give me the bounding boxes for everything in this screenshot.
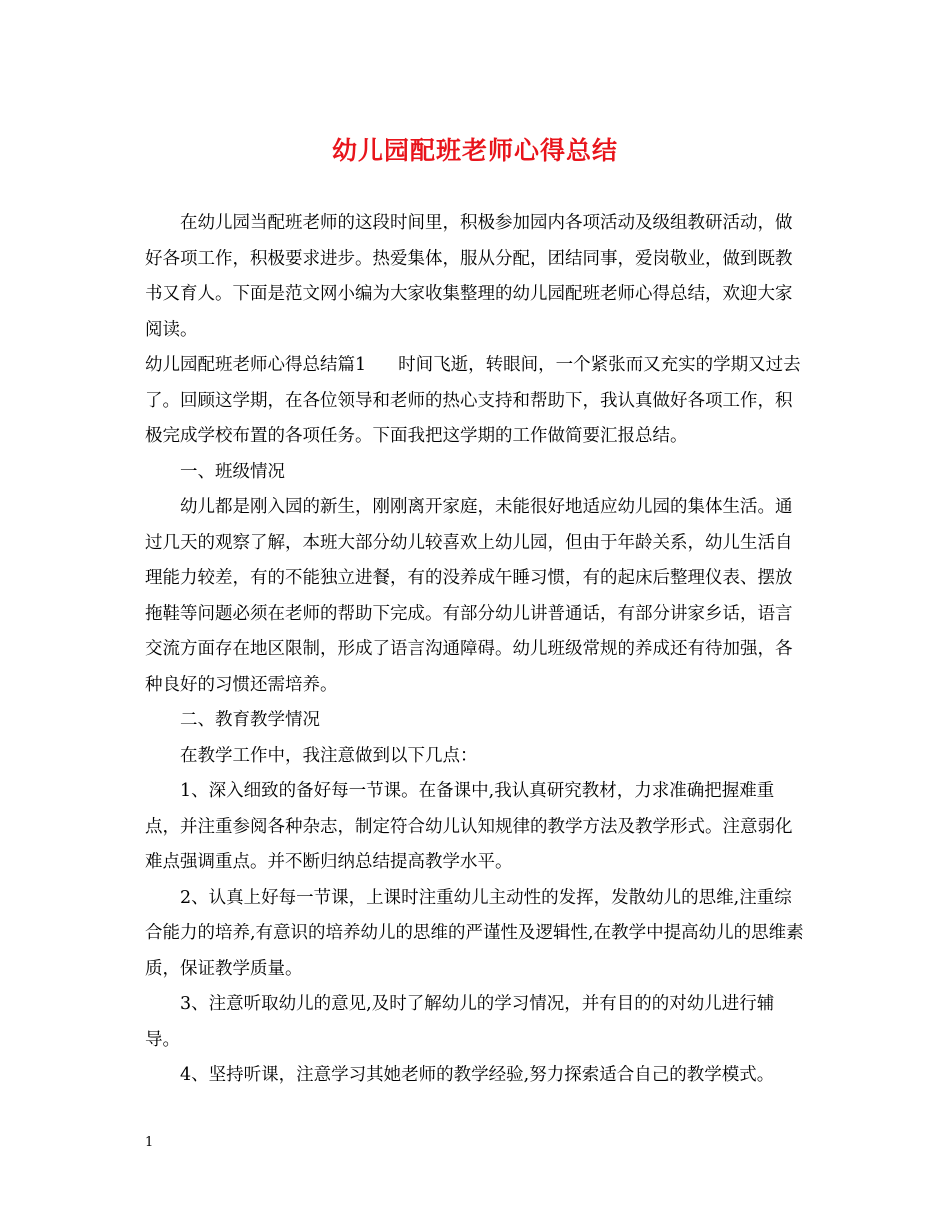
page-number: 1: [145, 1135, 154, 1150]
article-lead-text: 时间飞逝，转眼间，一个紧张而又充实的学期又过去了。回顾这学期，在各位领导和老师的热心支持和帮助下，我认真做好各项工作，积极完成学校布置的各项任务。下面我把这学期的工作做简要汇报总结。: [145, 355, 801, 446]
section-heading-class: 一、班级情况: [180, 461, 285, 482]
teaching-point-4: 4、坚持听课，注意学习其她老师的教学经验,努力探索适合自己的教学模式。: [180, 1065, 775, 1085]
section-heading-teaching: 二、教育教学情况: [180, 710, 320, 730]
intro-paragraph: 在幼儿园当配班老师的这段时间里，积极参加园内各项活动及级组教研活动，做好各项工作，积极要求进步。热爱集体，服从分配，团结同事，爱岗敬业，做到既教书又育人。下面是范文网小编为大家收集整理的幼儿园配班老师心得总结，欢迎大家阅读。: [145, 213, 793, 340]
teaching-point-2: 2、认真上好每一节课，上课时注重幼儿主动性的发挥，发散幼儿的思维,注重综合能力的培养,有意识的培养幼儿的思维的严谨性及逻辑性,在教学中提高幼儿的思维素质，保证教学质量。: [145, 887, 804, 979]
article-heading: 幼儿园配班老师心得总结篇1: [145, 355, 367, 375]
article-lead-paragraph: [145, 348, 805, 455]
section-body-class: 幼儿都是刚入园的新生，刚刚离开家庭，未能很好地适应幼儿园的集体生活。通过几天的观察了解，本班大部分幼儿较喜欢上幼儿园，但由于年龄关系，幼儿生活自理能力较差，有的不能独立进餐，有的没养成午睡习惯，有的起床后整理仪表、摆放拖鞋等问题必须在老师的帮助下完成。有部分幼儿讲普通话，有部分讲家乡话，语言交流方面存在地区限制，形成了语言沟通障碍。幼儿班级常规的养成还有待加强，各种良好的习惯还需培养。: [145, 497, 793, 695]
document-title: 幼儿园配班老师心得总结: [331, 136, 618, 165]
section-intro-teaching: 在教学工作中，我注意做到以下几点：: [180, 745, 478, 766]
teaching-point-1: 1、深入细致的备好每一节课。在备课中,我认真研究教材，力求准确把握难重点，并注重参阅各种杂志，制定符合幼儿认知规律的教学方法及教学形式。注意弱化难点强调重点。并不断归纳总结提高教学水平。: [145, 781, 793, 872]
teaching-point-3: 3、注意听取幼儿的意见,及时了解幼儿的学习情况，并有目的的对幼儿进行辅导。: [145, 994, 775, 1050]
document-body: [145, 206, 805, 1094]
